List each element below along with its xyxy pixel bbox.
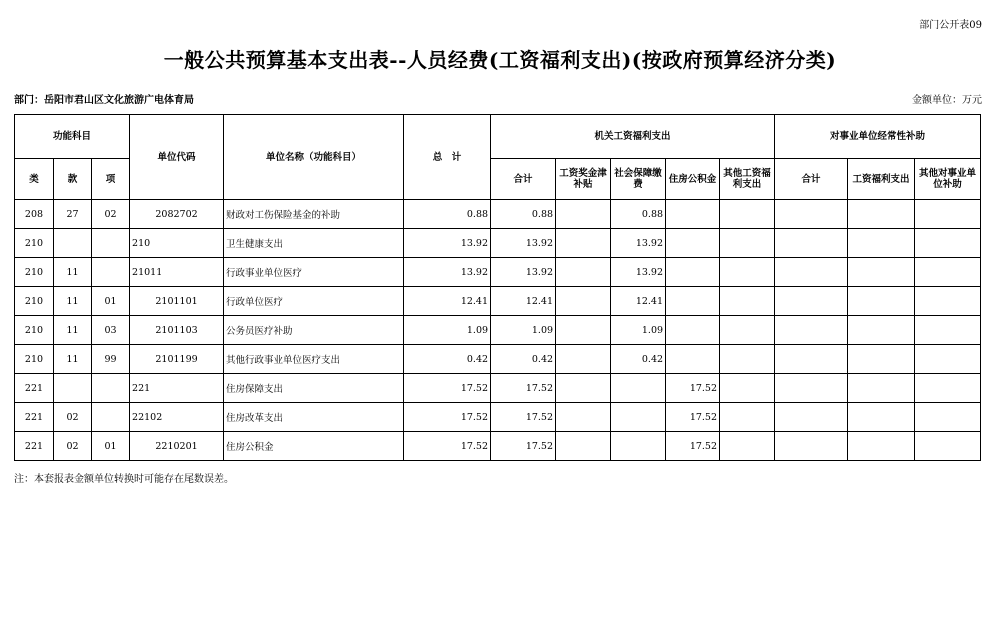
header-inst-total: 合计 xyxy=(775,159,848,200)
cell-org-social: 0.88 xyxy=(611,200,666,229)
cell-org-total: 17.52 xyxy=(491,432,556,461)
cell-name: 其他行政事业单位医疗支出 xyxy=(224,345,404,374)
department-label: 部门：岳阳市君山区文化旅游广电体育局 xyxy=(14,95,194,106)
cell-xiang xyxy=(92,374,130,403)
cell-org-bonus xyxy=(556,258,611,287)
cell-lei: 221 xyxy=(15,403,54,432)
cell-total: 17.52 xyxy=(404,374,491,403)
cell-org-other xyxy=(720,432,775,461)
cell-inst-total xyxy=(775,287,848,316)
cell-code: 2082702 xyxy=(130,200,224,229)
cell-code: 221 xyxy=(130,374,224,403)
cell-inst-other xyxy=(915,432,981,461)
cell-org-social: 0.42 xyxy=(611,345,666,374)
cell-org-bonus xyxy=(556,345,611,374)
cell-inst-other xyxy=(915,200,981,229)
cell-lei: 210 xyxy=(15,229,54,258)
cell-name: 卫生健康支出 xyxy=(224,229,404,258)
cell-name: 住房改革支出 xyxy=(224,403,404,432)
cell-org-housing xyxy=(666,316,720,345)
header-func-subject: 功能科目 xyxy=(15,115,130,159)
cell-org-housing: 17.52 xyxy=(666,374,720,403)
cell-org-bonus xyxy=(556,403,611,432)
cell-kuan xyxy=(54,374,92,403)
cell-xiang xyxy=(92,403,130,432)
cell-org-social: 12.41 xyxy=(611,287,666,316)
cell-code: 2101103 xyxy=(130,316,224,345)
cell-org-total: 13.92 xyxy=(491,229,556,258)
cell-kuan: 11 xyxy=(54,258,92,287)
cell-org-housing xyxy=(666,287,720,316)
amount-unit-label: 金额单位：万元 xyxy=(912,95,982,106)
page-title: 一般公共预算基本支出表--人员经费(工资福利支出)(按政府预算经济分类) xyxy=(163,48,837,72)
cell-inst-wage xyxy=(848,316,915,345)
cell-org-other xyxy=(720,316,775,345)
header-inst-other: 其他对事业单位补助 xyxy=(915,159,981,200)
cell-inst-other xyxy=(915,258,981,287)
cell-inst-total xyxy=(775,374,848,403)
cell-org-housing xyxy=(666,258,720,287)
table-row xyxy=(15,258,981,287)
cell-org-total: 12.41 xyxy=(491,287,556,316)
cell-name: 财政对工伤保险基金的补助 xyxy=(224,200,404,229)
cell-inst-total xyxy=(775,258,848,287)
header-org-total: 合计 xyxy=(491,159,556,200)
table-row xyxy=(15,374,981,403)
cell-total: 0.42 xyxy=(404,345,491,374)
cell-inst-wage xyxy=(848,374,915,403)
cell-kuan: 11 xyxy=(54,287,92,316)
cell-inst-wage xyxy=(848,403,915,432)
cell-inst-other xyxy=(915,316,981,345)
cell-total: 1.09 xyxy=(404,316,491,345)
cell-inst-other xyxy=(915,345,981,374)
cell-org-total: 17.52 xyxy=(491,374,556,403)
cell-inst-other xyxy=(915,287,981,316)
cell-name: 行政事业单位医疗 xyxy=(224,258,404,287)
cell-inst-other xyxy=(915,403,981,432)
cell-lei: 221 xyxy=(15,374,54,403)
cell-org-total: 0.88 xyxy=(491,200,556,229)
cell-org-total: 17.52 xyxy=(491,403,556,432)
cell-org-other xyxy=(720,229,775,258)
cell-org-bonus xyxy=(556,200,611,229)
cell-code: 2101101 xyxy=(130,287,224,316)
cell-org-bonus xyxy=(556,432,611,461)
cell-code: 21011 xyxy=(130,258,224,287)
cell-inst-wage xyxy=(848,258,915,287)
budget-table xyxy=(14,114,981,461)
cell-org-housing xyxy=(666,229,720,258)
header-inst-wage: 工资福利支出 xyxy=(848,159,915,200)
cell-lei: 210 xyxy=(15,316,54,345)
cell-org-other xyxy=(720,403,775,432)
cell-code: 2210201 xyxy=(130,432,224,461)
cell-org-other xyxy=(720,200,775,229)
header-xiang: 项 xyxy=(92,159,130,200)
cell-inst-total xyxy=(775,403,848,432)
header-total: 总 计 xyxy=(404,115,491,200)
cell-kuan: 02 xyxy=(54,403,92,432)
cell-org-total: 13.92 xyxy=(491,258,556,287)
cell-inst-other xyxy=(915,229,981,258)
cell-inst-wage xyxy=(848,200,915,229)
form-number: 部门公开表09 xyxy=(919,20,982,31)
cell-lei: 221 xyxy=(15,432,54,461)
cell-total: 13.92 xyxy=(404,229,491,258)
cell-org-other xyxy=(720,287,775,316)
cell-org-bonus xyxy=(556,229,611,258)
table-row xyxy=(15,345,981,374)
cell-code: 2101199 xyxy=(130,345,224,374)
cell-inst-total xyxy=(775,316,848,345)
cell-xiang: 01 xyxy=(92,432,130,461)
cell-org-social: 1.09 xyxy=(611,316,666,345)
table-row xyxy=(15,432,981,461)
cell-xiang xyxy=(92,258,130,287)
cell-kuan xyxy=(54,229,92,258)
cell-name: 公务员医疗补助 xyxy=(224,316,404,345)
cell-xiang xyxy=(92,229,130,258)
cell-inst-other xyxy=(915,374,981,403)
cell-inst-total xyxy=(775,229,848,258)
cell-lei: 210 xyxy=(15,287,54,316)
cell-inst-wage xyxy=(848,287,915,316)
cell-org-social xyxy=(611,374,666,403)
cell-lei: 210 xyxy=(15,345,54,374)
cell-total: 13.92 xyxy=(404,258,491,287)
cell-org-other xyxy=(720,374,775,403)
table-row xyxy=(15,200,981,229)
cell-inst-total xyxy=(775,200,848,229)
cell-name: 住房保障支出 xyxy=(224,374,404,403)
cell-total: 0.88 xyxy=(404,200,491,229)
header-inst-subsidy-group: 对事业单位经常性补助 xyxy=(775,115,981,159)
footnote: 注：本套报表金额单位转换时可能存在尾数误差。 xyxy=(14,474,234,485)
cell-org-social xyxy=(611,403,666,432)
header-unit-code: 单位代码 xyxy=(130,115,224,200)
cell-org-housing xyxy=(666,200,720,229)
cell-total: 12.41 xyxy=(404,287,491,316)
cell-org-total: 1.09 xyxy=(491,316,556,345)
cell-xiang: 02 xyxy=(92,200,130,229)
cell-org-social xyxy=(611,432,666,461)
header-org-wage-group: 机关工资福利支出 xyxy=(491,115,775,159)
cell-inst-total xyxy=(775,345,848,374)
header-org-housing: 住房公积金 xyxy=(666,159,720,200)
header-unit-name: 单位名称（功能科目） xyxy=(224,115,404,200)
cell-kuan: 11 xyxy=(54,345,92,374)
table-row xyxy=(15,403,981,432)
cell-total: 17.52 xyxy=(404,403,491,432)
cell-xiang: 03 xyxy=(92,316,130,345)
header-org-other: 其他工资福利支出 xyxy=(720,159,775,200)
cell-org-total: 0.42 xyxy=(491,345,556,374)
cell-kuan: 27 xyxy=(54,200,92,229)
cell-xiang: 99 xyxy=(92,345,130,374)
cell-org-housing xyxy=(666,345,720,374)
cell-name: 行政单位医疗 xyxy=(224,287,404,316)
header-org-social: 社会保障缴费 xyxy=(611,159,666,200)
cell-org-social: 13.92 xyxy=(611,229,666,258)
cell-org-other xyxy=(720,258,775,287)
cell-inst-wage xyxy=(848,345,915,374)
cell-kuan: 02 xyxy=(54,432,92,461)
cell-org-housing: 17.52 xyxy=(666,432,720,461)
cell-lei: 210 xyxy=(15,258,54,287)
table-row xyxy=(15,316,981,345)
cell-lei: 208 xyxy=(15,200,54,229)
cell-inst-wage xyxy=(848,432,915,461)
cell-org-bonus xyxy=(556,374,611,403)
table-row xyxy=(15,287,981,316)
cell-inst-total xyxy=(775,432,848,461)
table-row xyxy=(15,229,981,258)
header-lei: 类 xyxy=(15,159,54,200)
cell-xiang: 01 xyxy=(92,287,130,316)
cell-org-bonus xyxy=(556,316,611,345)
cell-inst-wage xyxy=(848,229,915,258)
cell-kuan: 11 xyxy=(54,316,92,345)
cell-name: 住房公积金 xyxy=(224,432,404,461)
cell-org-housing: 17.52 xyxy=(666,403,720,432)
cell-org-bonus xyxy=(556,287,611,316)
cell-code: 22102 xyxy=(130,403,224,432)
header-kuan: 款 xyxy=(54,159,92,200)
cell-total: 17.52 xyxy=(404,432,491,461)
header-org-bonus: 工资奖金津补贴 xyxy=(556,159,611,200)
cell-code: 210 xyxy=(130,229,224,258)
cell-org-other xyxy=(720,345,775,374)
cell-org-social: 13.92 xyxy=(611,258,666,287)
